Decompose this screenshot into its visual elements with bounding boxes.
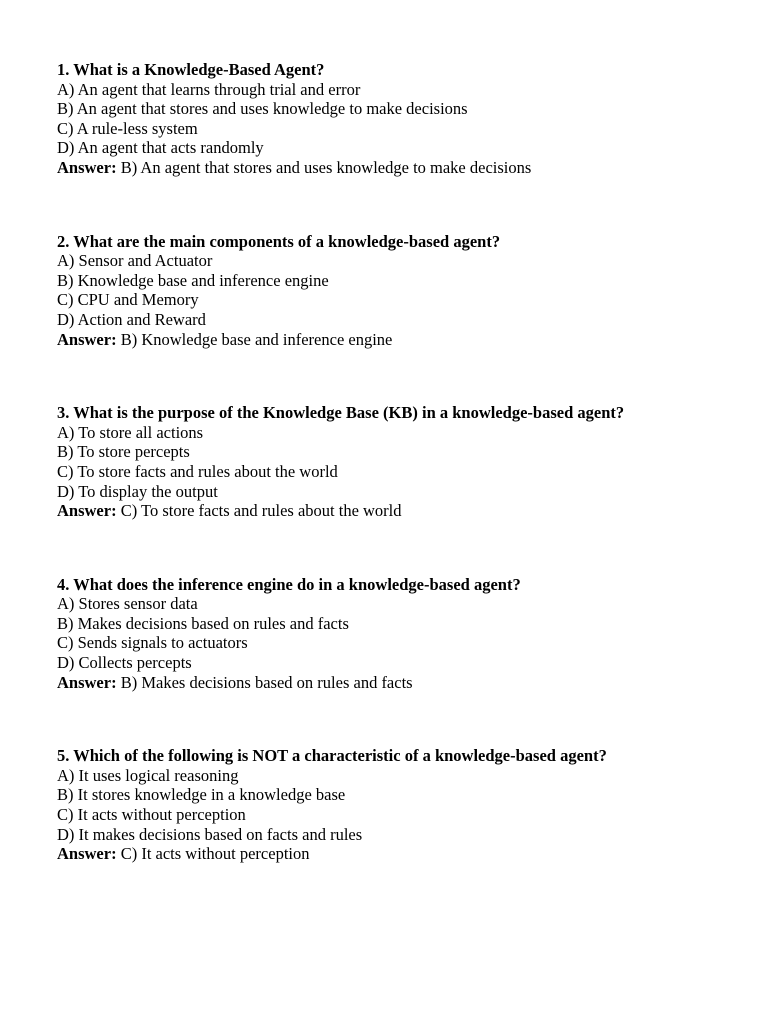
option-c: C) To store facts and rules about the world (57, 461, 338, 481)
option-a: A) It uses logical reasoning (57, 765, 239, 785)
question-title: 5. Which of the following is NOT a characteristic of a knowledge-based agent? (57, 746, 607, 766)
option-d: D) Action and Reward (57, 309, 206, 329)
question-5 (57, 746, 747, 864)
answer-line (57, 158, 747, 178)
answer-line (57, 673, 747, 693)
option-c: C) CPU and Memory (57, 290, 199, 310)
option-b: B) Makes decisions based on rules and facts (57, 613, 349, 633)
question-1 (57, 60, 747, 178)
answer-label: Answer: (57, 672, 117, 692)
question-3 (57, 403, 747, 521)
option-a: A) To store all actions (57, 422, 204, 442)
question-title: 4. What does the inference engine do in a knowledge-based agent? (57, 574, 521, 594)
option-d: D) An agent that acts randomly (57, 138, 264, 158)
answer-text: B) An agent that stores and uses knowledge to make decisions (116, 157, 532, 177)
answer-line (57, 844, 747, 864)
option-c: C) A rule-less system (57, 118, 198, 138)
answer-text: B) Knowledge base and inference engine (116, 329, 393, 349)
option-a: A) An agent that learns through trial and error (57, 79, 361, 99)
question-title: 3. What is the purpose of the Knowledge Base (KB) in a knowledge-based agent? (57, 403, 625, 423)
option-a: A) Sensor and Actuator (57, 251, 213, 271)
answer-text: C) It acts without perception (116, 844, 310, 864)
option-a: A) Stores sensor data (57, 594, 198, 614)
option-b: B) It stores knowledge in a knowledge base (57, 785, 346, 805)
option-c: C) Sends signals to actuators (57, 633, 248, 653)
document-page (57, 60, 747, 918)
option-b: B) To store percepts (57, 442, 190, 462)
answer-text: C) To store facts and rules about the world (116, 501, 402, 521)
option-d: D) Collects percepts (57, 653, 192, 673)
question-2 (57, 232, 747, 350)
option-b: B) Knowledge base and inference engine (57, 270, 329, 290)
question-title: 2. What are the main components of a knowledge-based agent? (57, 231, 501, 251)
answer-line (57, 501, 747, 521)
question-title: 1. What is a Knowledge-Based Agent? (57, 60, 325, 79)
option-b: B) An agent that stores and uses knowledge to make decisions (57, 99, 468, 119)
option-d: D) To display the output (57, 481, 218, 501)
answer-label: Answer: (57, 844, 117, 864)
answer-label: Answer: (57, 329, 117, 349)
answer-label: Answer: (57, 501, 117, 521)
answer-line (57, 330, 747, 350)
question-4 (57, 575, 747, 693)
answer-text: B) Makes decisions based on rules and facts (116, 672, 413, 692)
option-d: D) It makes decisions based on facts and rules (57, 824, 363, 844)
answer-label: Answer: (57, 157, 117, 177)
option-c: C) It acts without perception (57, 805, 246, 825)
